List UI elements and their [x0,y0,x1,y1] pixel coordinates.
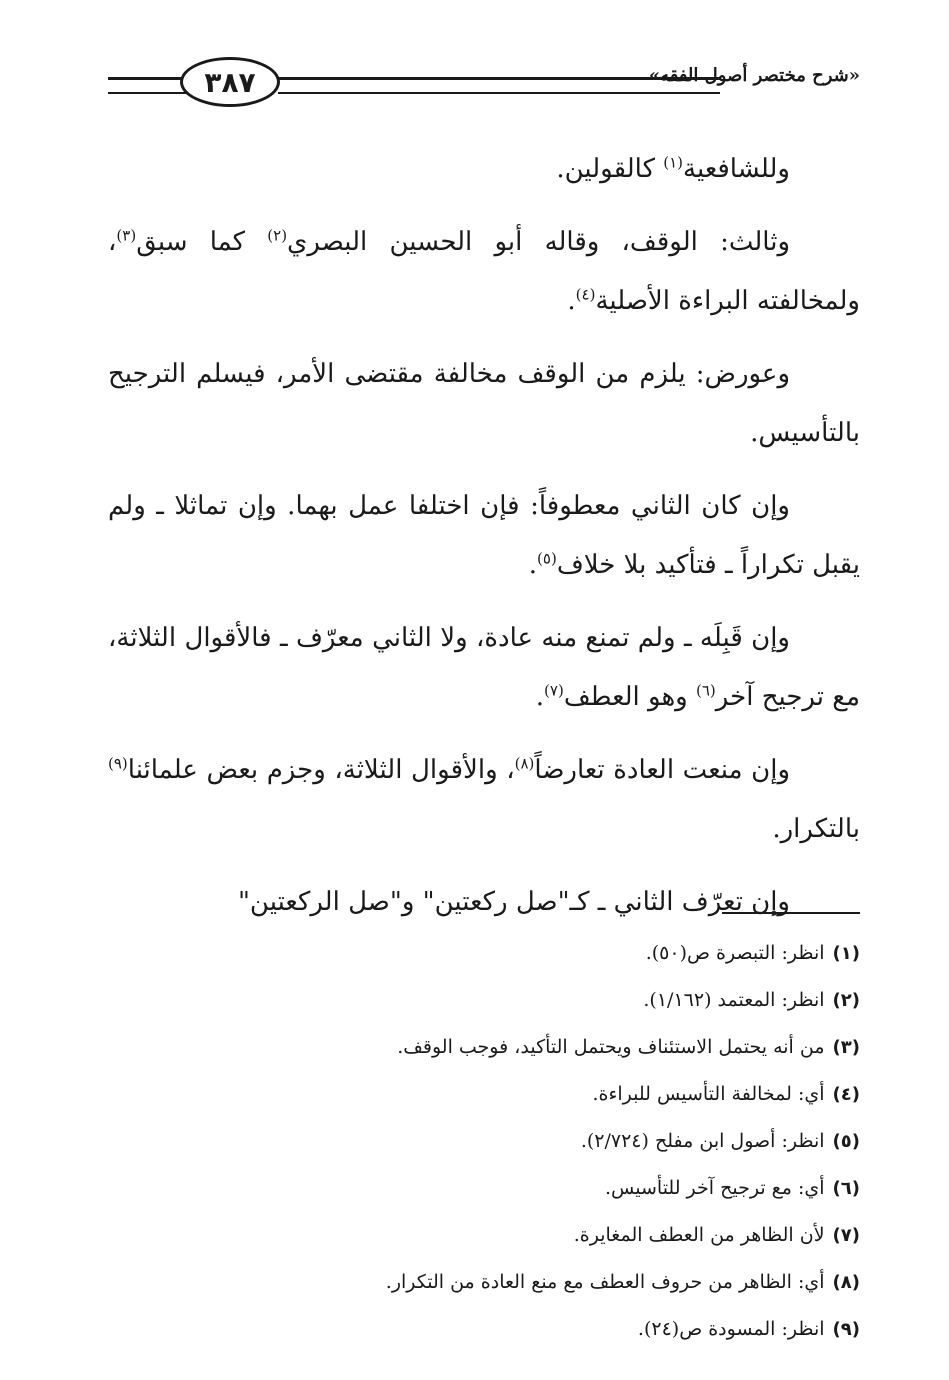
paragraph-text: كما سبق [136,227,268,257]
paragraph-text: . [528,550,538,580]
footnote-text: انظر: المعتمد (١/١٦٢). [643,989,825,1011]
paragraph [108,345,860,463]
paragraph-text: . [535,682,545,712]
footnote-number: (١) [832,943,860,964]
footnote-number: (٤) [832,1084,860,1105]
paragraph [108,477,860,595]
footnote-ref: (٨) [514,754,535,773]
paragraph-text: وثالث: الوقف، وقاله أبو الحسين البصري [287,227,790,257]
footnote [200,1071,860,1118]
footnote-number: (٩) [832,1319,860,1340]
running-title: «شرح مختصر أصول الفقه» [648,65,860,86]
footnote-number: (٨) [832,1272,860,1293]
footnote-ref: (٧) [544,681,564,700]
footnote [200,1306,860,1353]
footnote-ref: (٩) [108,754,128,773]
paragraph-text: ، ولمخالفته البراءة الأصلية [108,227,860,316]
footnote-number: (٧) [832,1225,860,1246]
footnote-text: أي: الظاهر من حروف العطف مع منع العادة من التكرار. [385,1271,825,1293]
footnote-ref: (٣) [116,226,137,245]
paragraph-text: وإن قَبِلَه ـ ولم تمنع منه عادة، ولا الثاني معرّف ـ فالأقوال الثلاثة، مع ترجيح آخر [108,623,860,712]
paragraph-text: وهو العطف [563,682,696,712]
footnote [200,1118,860,1165]
footnote [200,1259,860,1306]
footnote [200,930,860,977]
footnote-number: (٢) [832,990,860,1011]
header-rule-left [108,77,186,94]
footnote-ref: (٥) [537,549,557,568]
footnote-ref: (١) [663,153,684,172]
footnote [200,1165,860,1212]
footnote-number: (٣) [832,1037,860,1058]
paragraph-text: ، والأقوال الثلاثة، وجزم بعض علمائنا [127,755,515,785]
paragraph-text: وإن تعرّف الثاني ـ كـ"صل ركعتين" و"صل الركعتين" [237,887,790,917]
footnote-text: انظر: أصول ابن مفلح (٢/٧٢٤). [580,1130,825,1152]
paragraph-text: وإن كان الثاني معطوفاً: فإن اختلفا عمل بهما. وإن تماثلا ـ ولم يقبل تكراراً ـ فتأكيد بلا خلاف [108,491,860,580]
footnote [200,977,860,1024]
footnote-number: (٦) [832,1178,860,1199]
footnote-ref: (٢) [267,226,288,245]
footnote-ref: (٤) [575,285,596,304]
paragraph [108,741,860,859]
footnote-separator [722,912,860,914]
paragraph-text: وإن منعت العادة تعارضاً [534,755,790,785]
page-header [108,55,860,115]
paragraph-text: كالقولين. [556,154,664,184]
main-text [108,140,860,946]
footnotes [200,930,860,1353]
footnote-text: من أنه يحتمل الاستئناف ويحتمل التأكيد، فوجب الوقف. [397,1036,825,1058]
paragraph [108,140,860,199]
page-number-badge [180,57,280,107]
footnote-text: انظر: المسودة ص(٢٤). [637,1318,825,1340]
paragraph-text: وعورض: يلزم من الوقف مخالفة مقتضى الأمر، فيسلم الترجيح بالتأسيس. [108,359,860,448]
footnote-text: أي: لمخالفة التأسيس للبراءة. [592,1083,825,1105]
footnote [200,1212,860,1259]
paragraph-text: وللشافعية [683,154,790,184]
page-number: ٣٨٧ [204,65,256,99]
footnote [200,1024,860,1071]
footnote-ref: (٦) [696,681,716,700]
paragraph [108,213,860,331]
footnote-text: أي: مع ترجيح آخر للتأسيس. [604,1177,825,1199]
paragraph [108,609,860,727]
footnote-text: انظر: التبصرة ص(٥٠). [645,942,825,964]
footnote-number: (٥) [832,1131,860,1152]
paragraph [108,873,860,932]
paragraph-text: بالتكرار. [772,814,860,844]
paragraph-text: . [567,286,576,316]
footnote-text: لأن الظاهر من العطف المغايرة. [573,1224,825,1246]
